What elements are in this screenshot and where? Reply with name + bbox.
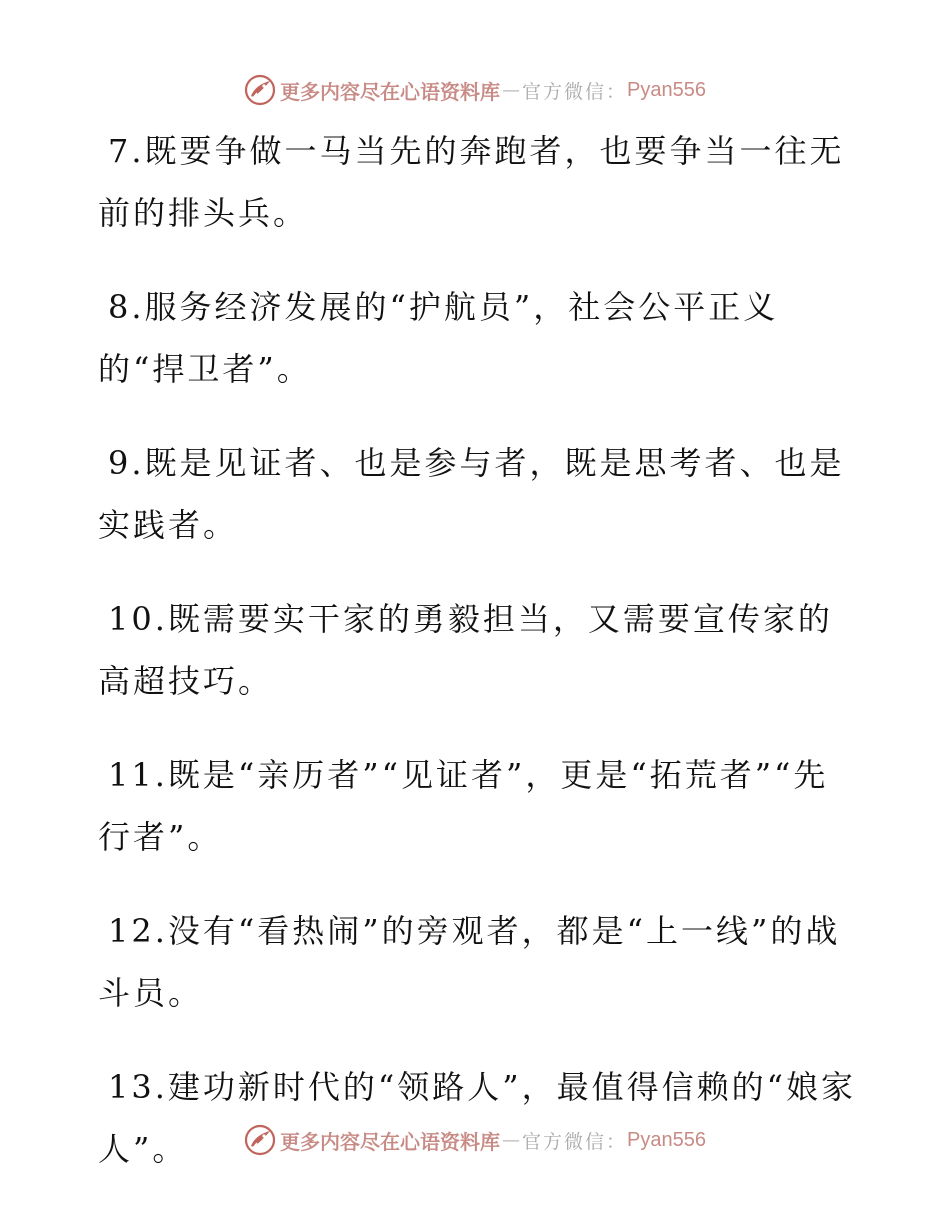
pen-logo-icon [244,74,276,106]
banner-dash: — [502,79,520,101]
banner-wechat-label: 官方微信： [522,80,628,103]
banner-wechat-id: Pyan556 [627,78,706,101]
banner-wechat-id: Pyan556 [627,1128,706,1151]
banner-wechat-label: 官方微信： [522,1130,628,1153]
header-banner [0,70,950,110]
pen-logo-icon [244,1124,276,1156]
list-item: 13.建功新时代的“领路人”，最值得信赖的“娘家人”。 [98,1068,856,1168]
document-body [98,120,858,1188]
banner-title: 更多内容尽在心语资料库 [280,79,500,104]
list-item: 7.既要争做一马当先的奔跑者，也要争当一往无前的排头兵。 [98,132,845,232]
list-item: 10.既需要实干家的勇毅担当，又需要宣传家的高超技巧。 [98,600,833,700]
list-item: 11.既是“亲历者”“见证者”，更是“拓荒者”“先行者”。 [98,756,829,856]
banner-title: 更多内容尽在心语资料库 [280,1129,500,1154]
list-item: 8.服务经济发展的“护航员”，社会公平正义的“捍卫者”。 [98,288,779,388]
list-item: 9.既是见证者、也是参与者，既是思考者、也是实践者。 [98,444,845,544]
banner-dash: — [502,1129,520,1151]
footer-banner [0,1120,950,1160]
list-item: 12.没有“看热闹”的旁观者，都是“上一线”的战斗员。 [98,912,841,1012]
